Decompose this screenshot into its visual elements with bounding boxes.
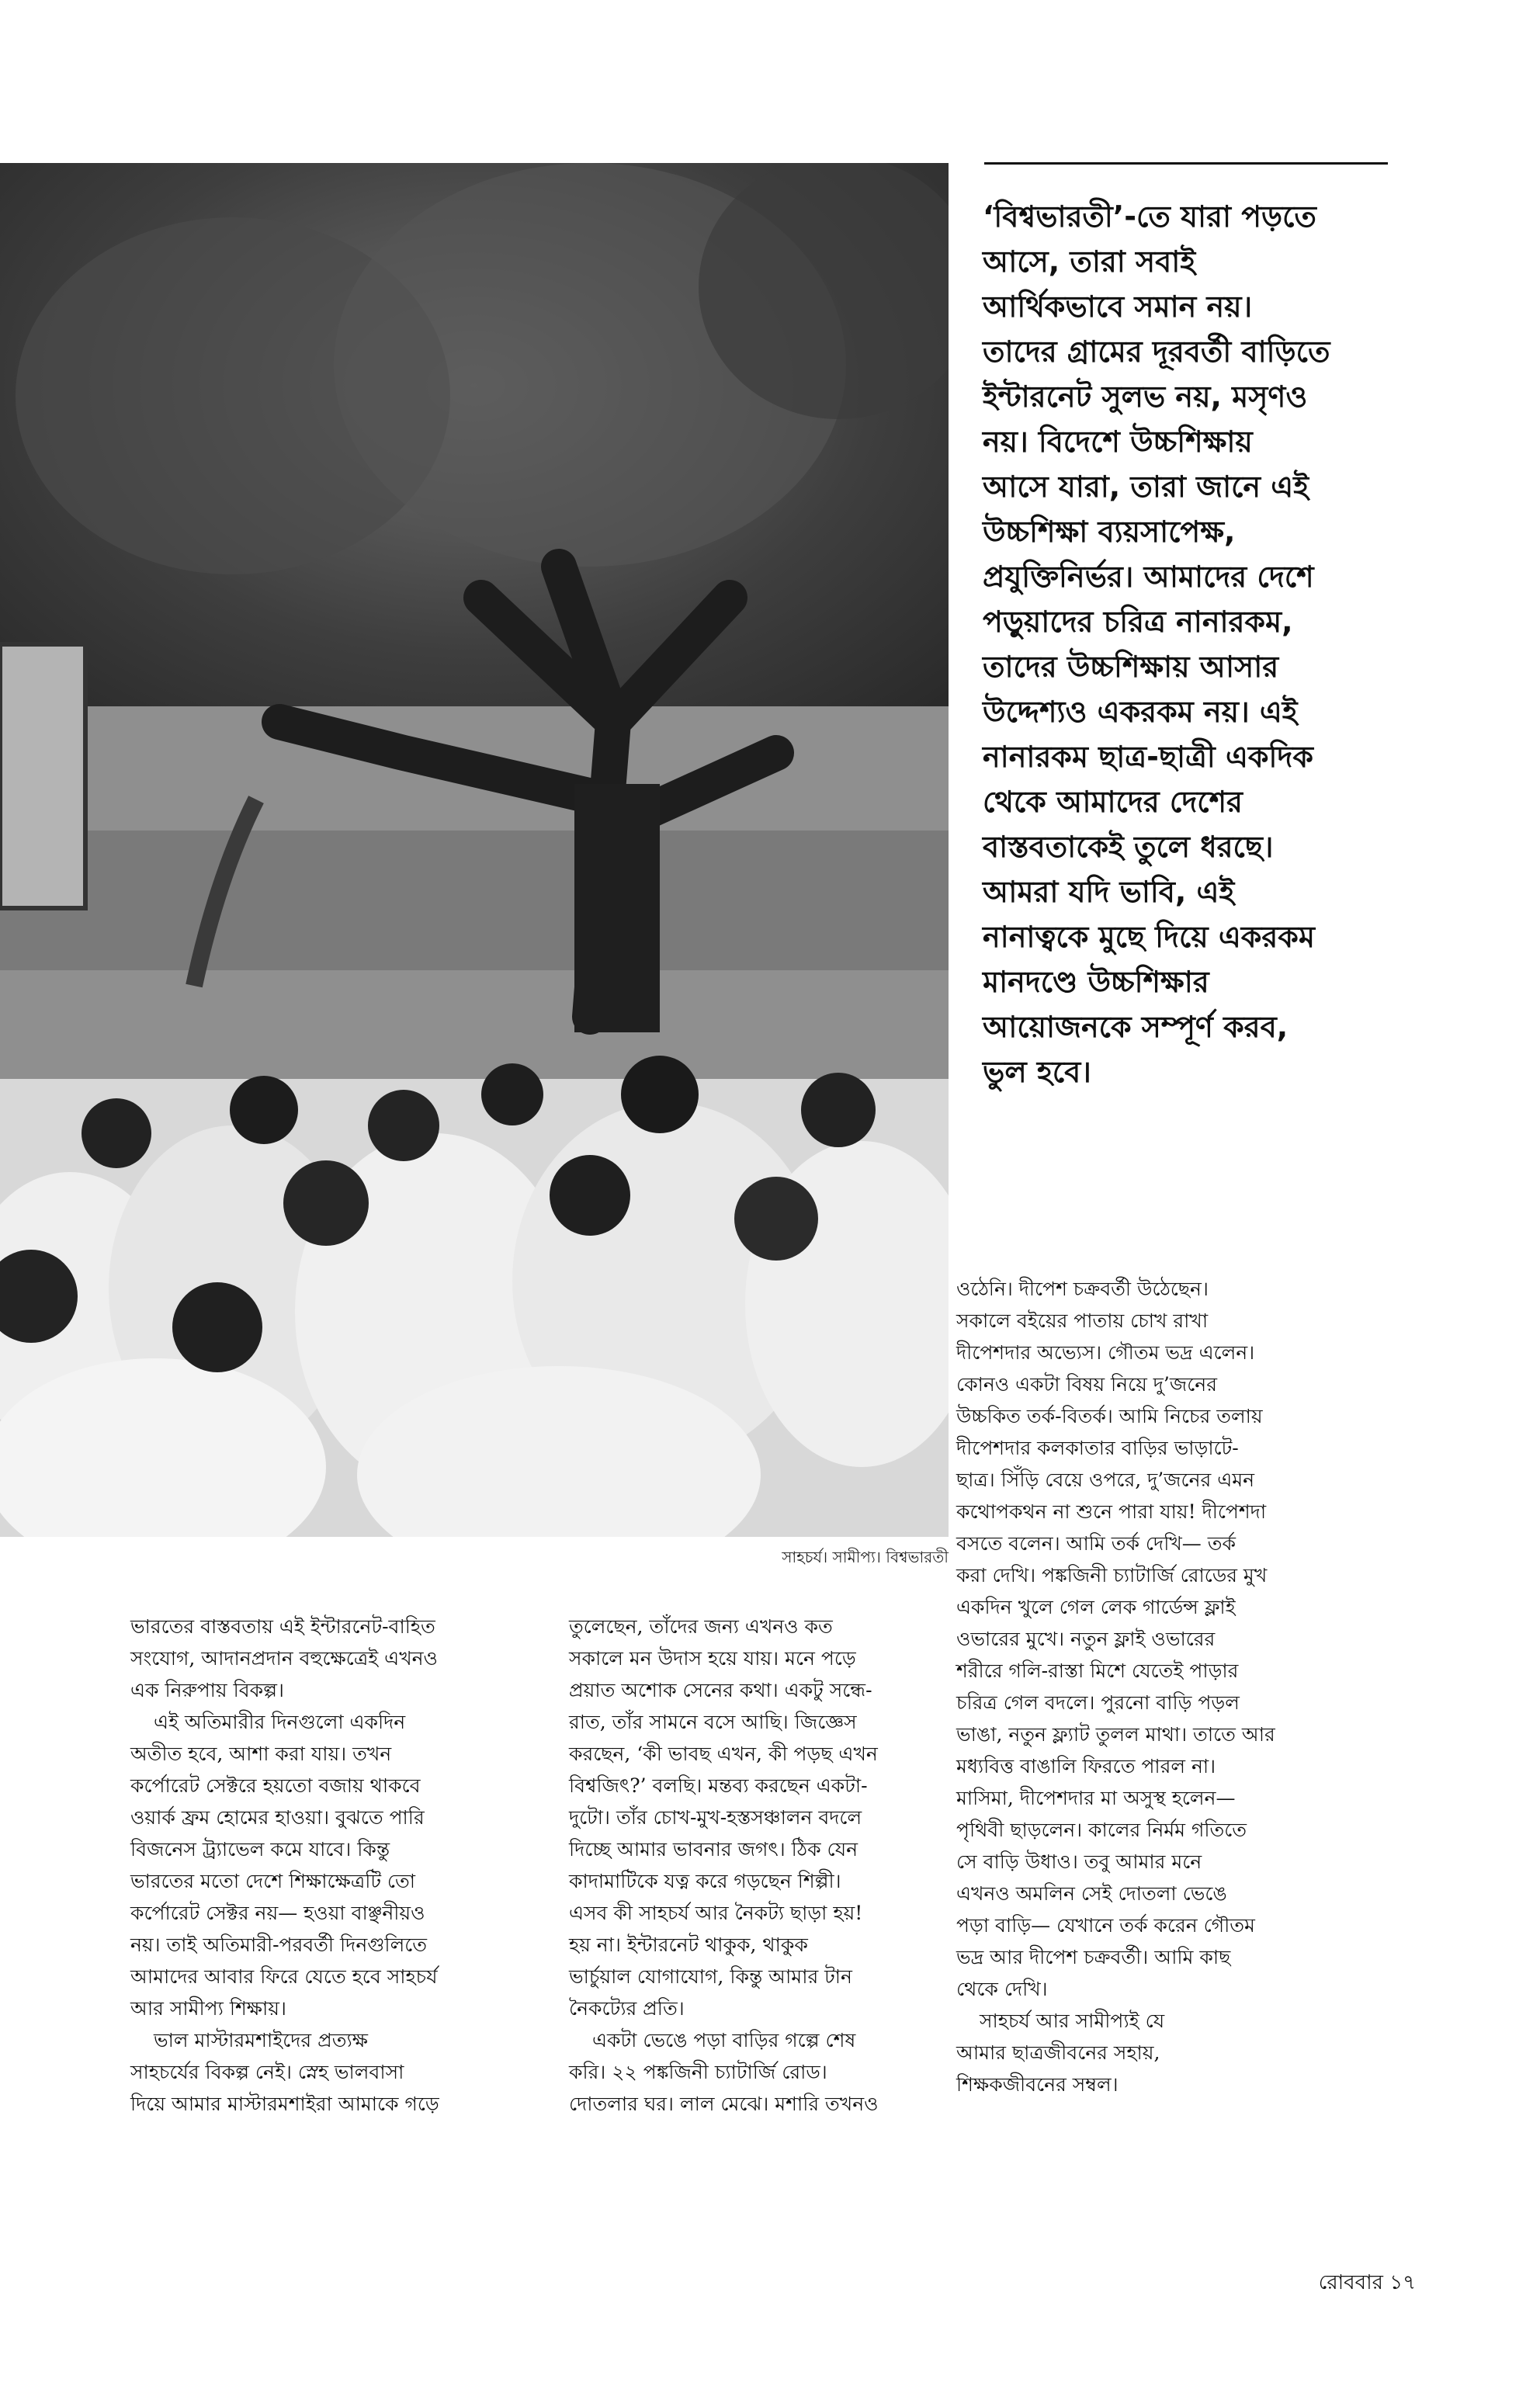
text-line: শরীরে গলি-রাস্তা মিশে যেতেই পাড়ার [956,1659,1239,1682]
text-line: শিক্ষকজীবনের সম্বল। [956,2073,1119,2096]
pull-quote-line: আয়োজনকে সম্পূর্ণ করব, [983,1010,1289,1044]
paragraph [956,1273,1391,2005]
article-column-3 [956,1273,1391,2100]
text-line: কর্পোরেট সেক্টরে হয়তো বজায় থাকবে [130,1774,421,1797]
pull-quote-line: আসে যারা, তারা জানে এই [983,470,1309,504]
text-line: করা দেখি। পঙ্কজিনী চ্যাটার্জি রোডের মুখ [956,1564,1268,1587]
text-line: সাহচর্যের বিকল্প নেই। স্নেহ ভালবাসা [130,2061,404,2083]
paragraph [130,2024,534,2120]
text-line: করছেন, ‘কী ভাবছ এখন, কী পড়ছ এখন [569,1743,878,1765]
article-column-1 [130,1611,534,2120]
text-line: অতীত হবে, আশা করা যায়। তখন [130,1743,392,1765]
paragraph [130,1706,534,2024]
text-line: একটা ভেঙে পড়া বাড়ির গল্পে শেষ [592,2029,856,2051]
text-line: পড়া বাড়ি— যেখানে তর্ক করেন গৌতম [956,1914,1255,1937]
text-line: এসব কী সাহচর্য আর নৈকট্য ছাড়া হয়! [569,1902,863,1924]
text-line: এক নিরুপায় বিকল্প। [130,1679,284,1701]
text-line: কাদামাটিকে যত্ন করে গড়ছেন শিল্পী। [569,1870,841,1892]
pull-quote-line: নানাত্বকে মুছে দিয়ে একরকম [983,920,1315,954]
text-line: করি। ২২ পঙ্কজিনী চ্যাটার্জি রোড। [569,2061,827,2083]
pull-quote-line: উচ্চশিক্ষা ব্যয়সাপেক্ষ, [983,515,1236,549]
text-line: ভদ্র আর দীপেশ চক্রবর্তী। আমি কাছ [956,1946,1231,1968]
text-line: আমার ছাত্রজীবনের সহায়, [956,2041,1160,2064]
text-line: পৃথিবী ছাড়লেন। কালের নির্মম গতিতে [956,1819,1247,1841]
pull-quote-line: ‘বিশ্বভারতী’-তে যারা পড়তে [983,199,1316,234]
page-folio: রোববার ১৭ [1318,2271,1416,2294]
text-line: দিচ্ছে আমার ভাবনার জগৎ। ঠিক যেন [569,1838,858,1861]
paragraph [130,1611,534,1706]
paragraph [956,2005,1391,2100]
pull-quote-line: আসে, তারা সবাই [983,245,1196,279]
text-line: বিজনেস ট্র্যাভেল কমে যাবে। কিন্তু [130,1838,390,1861]
pull-quote-line: ইন্টারনেট সুলভ নয়, মসৃণও [983,380,1308,414]
text-line: দীপেশদার কলকাতার বাড়ির ভাড়াটে- [956,1437,1239,1459]
pull-quote-line: ভুল হবে। [983,1055,1091,1089]
text-line: সাহচর্য আর সামীপ্যই যে [980,2010,1165,2032]
text-line: ওভারের মুখে। নতুন ফ্লাই ওভারের [956,1628,1216,1650]
text-line: উচ্চকিত তর্ক-বিতর্ক। আমি নিচের তলায় [956,1405,1263,1427]
text-line: ভাল মাস্টারমশাইদের প্রত্যক্ষ [154,2029,369,2051]
text-line: এখনও অমলিন সেই দোতলা ভেঙে [956,1882,1227,1905]
article-column-2 [569,1611,973,2120]
photo-caption: সাহচর্য। সামীপ্য। বিশ্বভারতী [782,1548,949,1566]
text-line: ওয়ার্ক ফ্রম হোমের হাওয়া। বুঝতে পারি [130,1806,425,1829]
text-line: সকালে বইয়ের পাতায় চোখ রাখা [956,1309,1209,1332]
text-line: হয় না। ইন্টারনেট থাকুক, থাকুক [569,1933,808,1956]
text-line: আর সামীপ্য শিক্ষায়। [130,1997,286,2020]
pull-quote-line: নয়। বিদেশে উচ্চশিক্ষায় [983,425,1253,459]
photo-illustration [0,163,949,1537]
photo-students-under-tree [0,163,949,1537]
text-line: বিশ্বজিৎ?’ বলছি। মন্তব্য করছেন একটা- [569,1774,868,1797]
text-line: সে বাড়ি উধাও। তবু আমার মনে [956,1850,1202,1873]
text-line: থেকে দেখি। [956,1978,1048,2000]
text-line: ভার্চুয়াল যোগাযোগ, কিন্তু আমার টান [569,1965,852,1988]
text-line: চরিত্র গেল বদলে। পুরনো বাড়ি পড়ল [956,1691,1240,1714]
text-line: নয়। তাই অতিমারী-পরবর্তী দিনগুলিতে [130,1933,427,1956]
pull-quote-line: তাদের উচ্চশিক্ষায় আসার [983,650,1279,684]
pull-quote-line: থেকে আমাদের দেশের [983,785,1243,819]
text-line: নৈকট্যের প্রতি। [569,1997,685,2020]
pull-quote-line: মানদণ্ডে উচ্চশিক্ষার [983,965,1209,999]
text-line: রাত, তাঁর সামনে বসে আছি। জিজ্ঞেস [569,1711,857,1733]
text-line: প্রয়াত অশোক সেনের কথা। একটু সন্ধে- [569,1679,872,1701]
text-line: ছাত্র। সিঁড়ি বেয়ে ওপরে, দু’জনের এমন [956,1469,1255,1491]
pull-quote-line: নানারকম ছাত্র-ছাত্রী একদিক [983,740,1313,774]
text-line: ভারতের মতো দেশে শিক্ষাক্ষেত্রটি তো [130,1870,416,1892]
pull-quote-line: বাস্তবতাকেই তুলে ধরছে। [983,830,1274,864]
paragraph [569,2024,973,2120]
pull-quote-line: আমরা যদি ভাবি, এই [983,875,1235,909]
text-line: সকালে মন উদাস হয়ে যায়। মনে পড়ে [569,1647,856,1670]
pull-quote [983,194,1417,1094]
text-line: তুলেছেন, তাঁদের জন্য এখনও কত [569,1615,833,1638]
pull-quote-rule [984,162,1388,165]
pull-quote-line: তাদের গ্রামের দূরবর্তী বাড়িতে [983,335,1330,369]
text-line: আমাদের আবার ফিরে যেতে হবে সাহচর্য [130,1965,438,1988]
text-line: দুটো। তাঁর চোখ-মুখ-হস্তসঞ্চালন বদলে [569,1806,862,1829]
text-line: কথোপকথন না শুনে পারা যায়! দীপেশদা [956,1500,1267,1523]
text-line: মাসিমা, দীপেশদার মা অসুস্থ হলেন— [956,1787,1236,1809]
text-line: ভারতের বাস্তবতায় এই ইন্টারনেট-বাহিত [130,1615,435,1638]
text-line: ওঠেনি। দীপেশ চক্রবর্তী উঠেছেন। [956,1278,1209,1300]
text-line: কর্পোরেট সেক্টর নয়— হওয়া বাঞ্ছনীয়ও [130,1902,425,1924]
pull-quote-line: আর্থিকভাবে সমান নয়। [983,290,1253,324]
text-line: কোনও একটা বিষয় নিয়ে দু’জনের [956,1373,1217,1396]
text-line: মধ্যবিত্ত বাঙালি ফিরতে পারল না। [956,1755,1216,1777]
text-line: দোতলার ঘর। লাল মেঝে। মশারি তখনও [569,2093,879,2115]
pull-quote-line: প্রযুক্তিনির্ভর। আমাদের দেশে [983,560,1314,594]
text-line: দিয়ে আমার মাস্টারমশাইরা আমাকে গড়ে [130,2093,439,2115]
pull-quote-line: উদ্দেশ্যও একরকম নয়। এই [983,695,1298,729]
pull-quote-line: পড়ুয়াদের চরিত্র নানারকম, [983,605,1293,639]
text-line: সংযোগ, আদানপ্রদান বহুক্ষেত্রেই এখনও [130,1647,438,1670]
text-line: বসতে বলেন। আমি তর্ক দেখি— তর্ক [956,1532,1236,1555]
paragraph [569,1611,973,2024]
text-line: একদিন খুলে গেল লেক গার্ডেন্স ফ্লাই [956,1596,1236,1618]
text-line: ভাঙা, নতুন ফ্ল্যাট তুলল মাথা। তাতে আর [956,1723,1275,1746]
text-line: এই অতিমারীর দিনগুলো একদিন [154,1711,406,1733]
text-line: দীপেশদার অভ্যেস। গৌতম ভদ্র এলেন। [956,1341,1255,1364]
